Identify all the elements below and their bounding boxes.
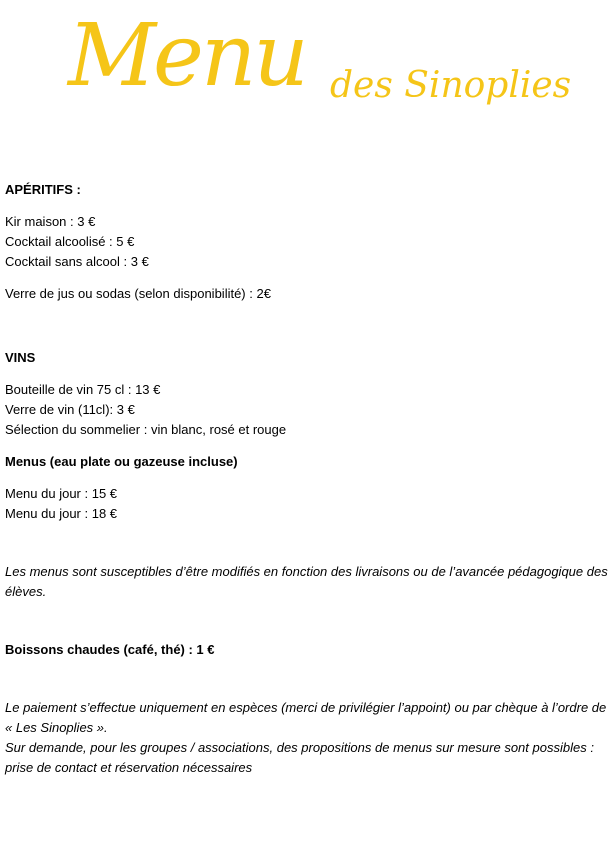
- payment-note: Le paiement s’effectue uniquement en espèces (merci de privilégier l’appoint) ou par chèque à l’ordre de « Les Sinoplies ».: [5, 700, 607, 735]
- boissons-heading: Boissons chaudes (café, thé) : 1 €: [5, 642, 215, 657]
- menu-content: [5, 180, 611, 778]
- aperitifs-heading: APÉRITIFS :: [5, 182, 81, 197]
- menu-item: Menu du jour : 15 €: [5, 486, 118, 501]
- logo-sub-word: des Sinoplies: [330, 65, 572, 106]
- groups-note: Sur demande, pour les groupes / associations, des propositions de menus sur mesure sont possibles : prise de contact et réservation nécessaires: [5, 740, 594, 775]
- menu-logo: [60, 4, 570, 114]
- vin-item: Sélection du sommelier : vin blanc, rosé et rouge: [5, 422, 287, 437]
- aperitif-item: Cocktail alcoolisé : 5 €: [5, 234, 135, 249]
- aperitif-extra: Verre de jus ou sodas (selon disponibilité) : 2€: [5, 286, 271, 301]
- menu-item: Menu du jour : 18 €: [5, 506, 118, 521]
- logo-main-word: Menu: [68, 6, 306, 106]
- menus-note: Les menus sont susceptibles d’être modifiés en fonction des livraisons ou de l’avancée pédagogique des élèves.: [5, 564, 608, 599]
- menus-heading: Menus (eau plate ou gazeuse incluse): [5, 454, 238, 469]
- aperitif-item: Kir maison : 3 €: [5, 214, 96, 229]
- vins-heading: VINS: [5, 350, 36, 365]
- aperitif-item: Cocktail sans alcool : 3 €: [5, 254, 149, 269]
- vin-item: Bouteille de vin 75 cl : 13 €: [5, 382, 161, 397]
- vin-item: Verre de vin (11cl): 3 €: [5, 402, 135, 417]
